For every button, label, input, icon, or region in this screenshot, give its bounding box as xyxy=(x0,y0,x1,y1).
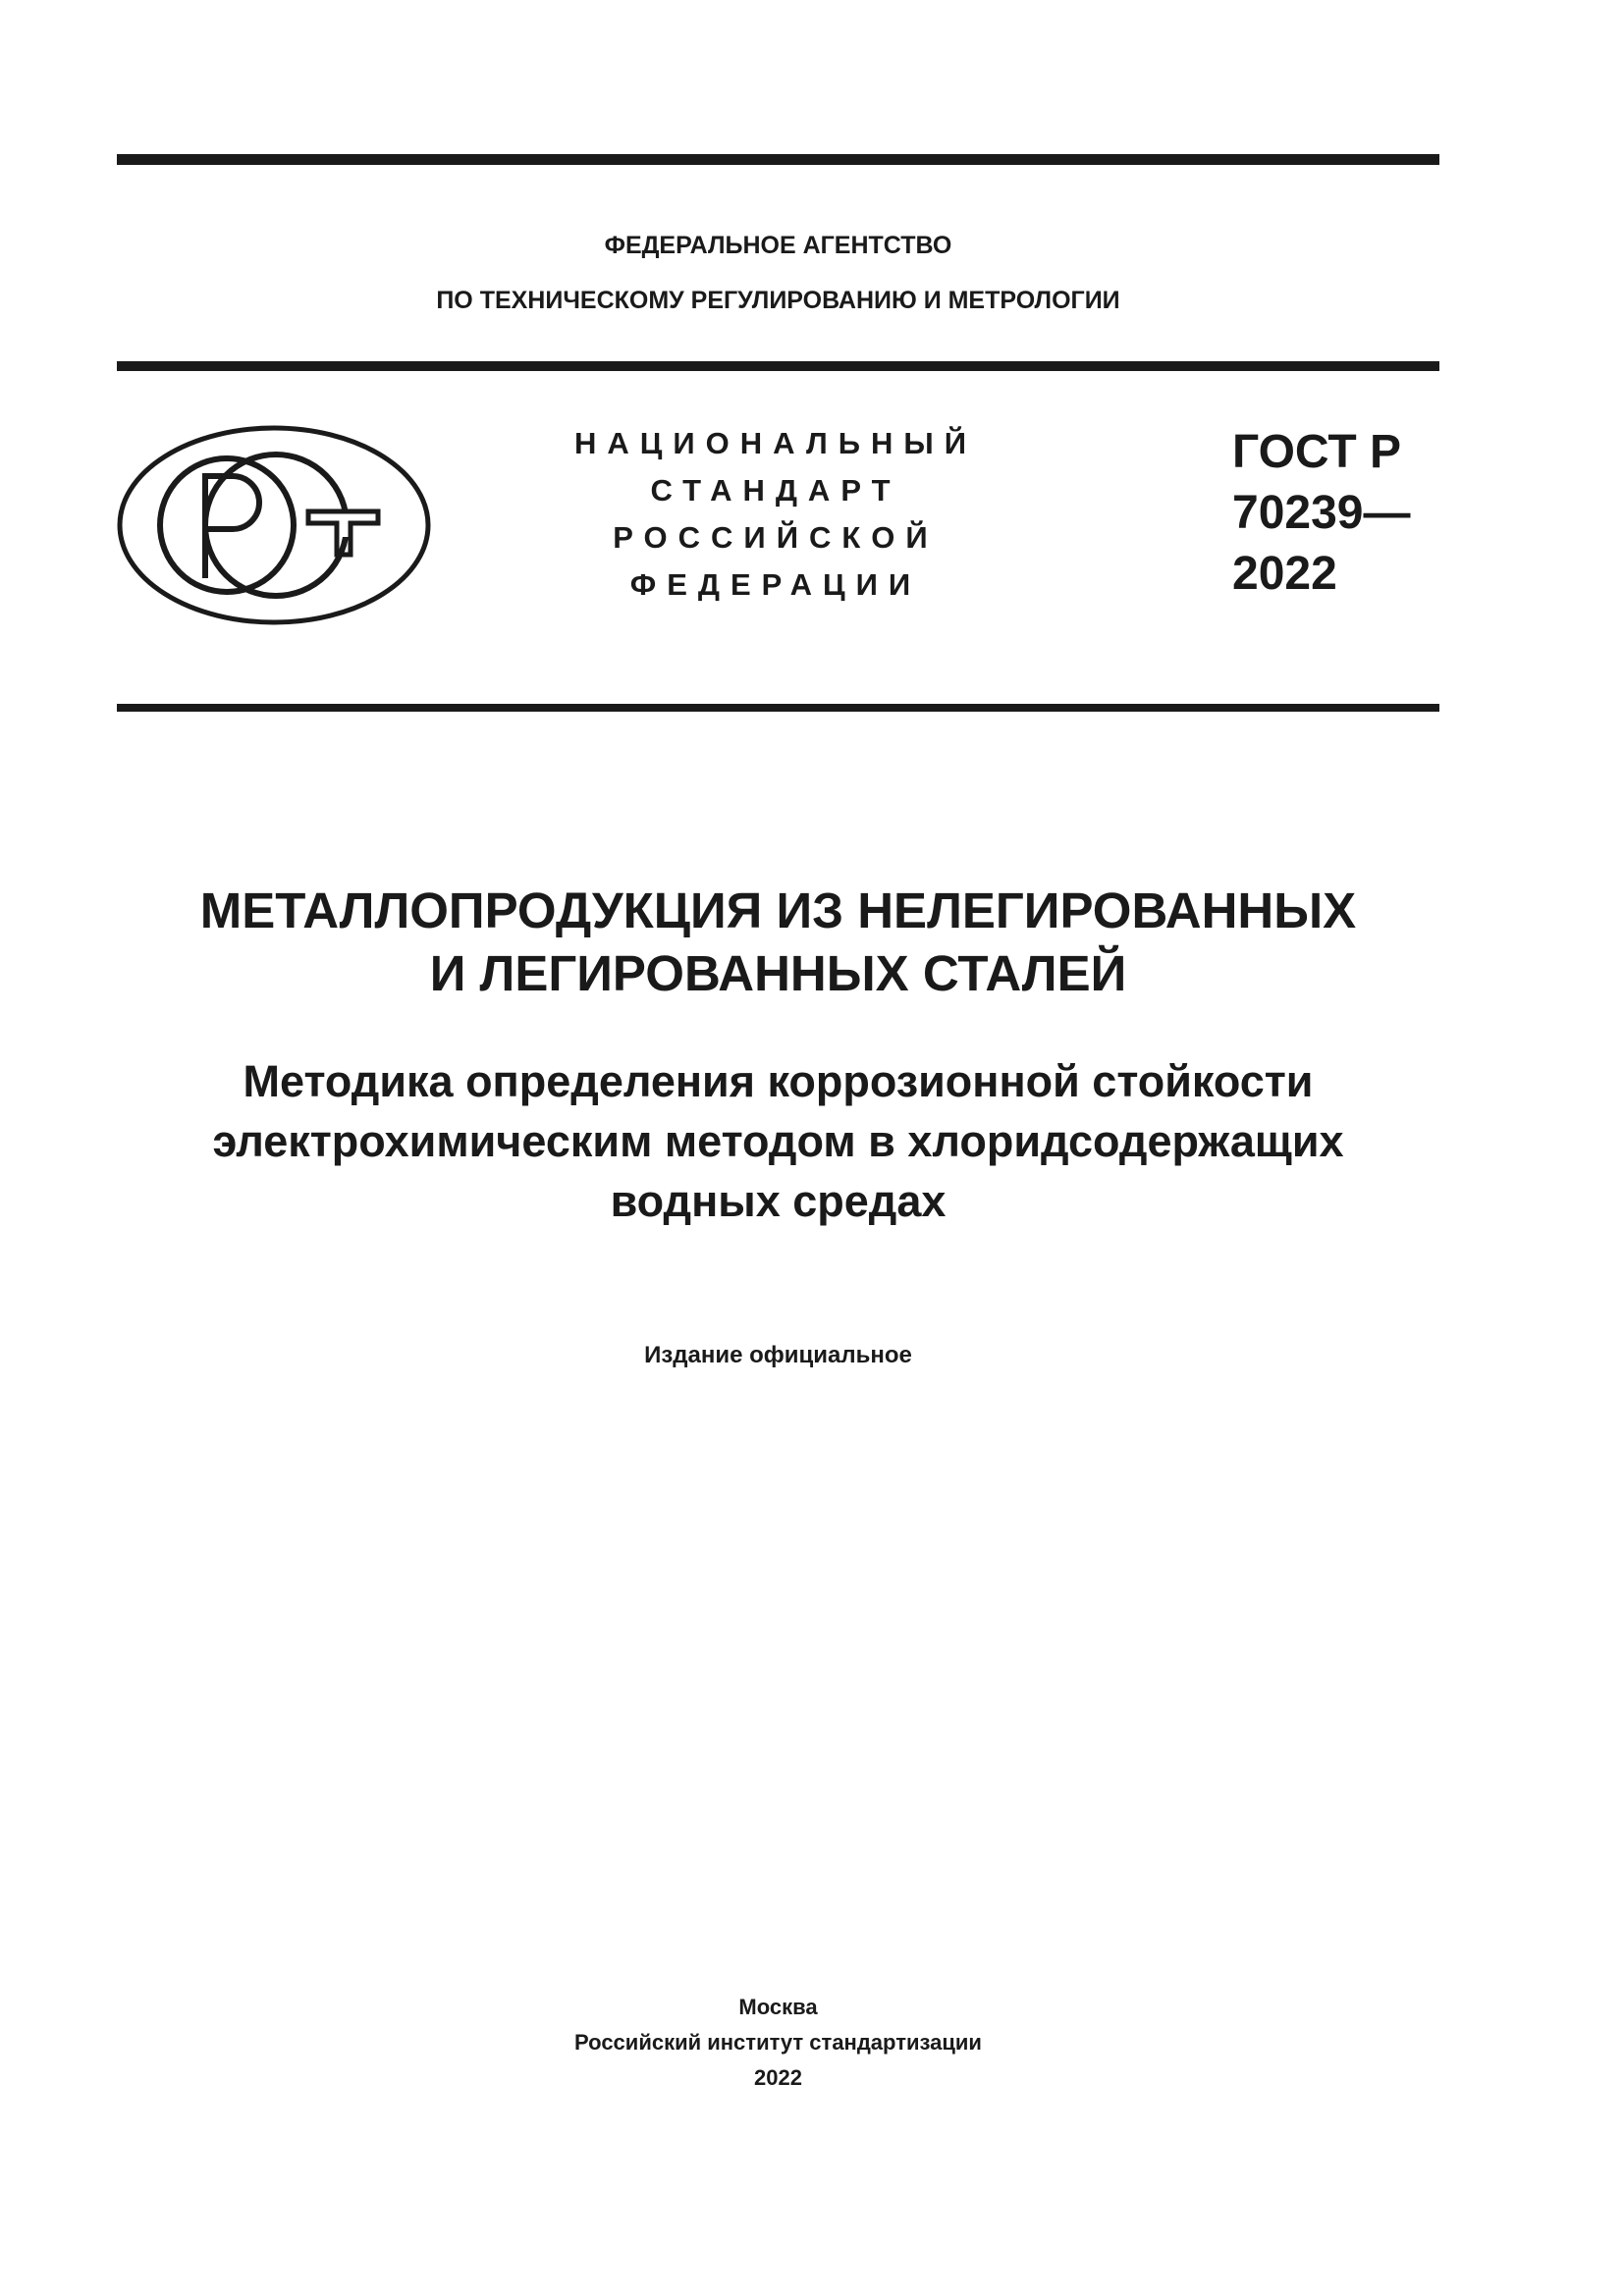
agency-header xyxy=(117,218,1439,328)
title-line: И ЛЕГИРОВАННЫХ СТАЛЕЙ xyxy=(429,945,1127,1001)
subtitle-line: водных средах xyxy=(610,1176,947,1226)
national-line: РОССИЙСКОЙ xyxy=(613,520,939,555)
designation-line: ГОСТ Р xyxy=(1232,426,1402,478)
agency-line-1: ФЕДЕРАЛЬНОЕ АГЕНТСТВО xyxy=(604,232,952,259)
imprint-publisher: Российский институт стандартизации xyxy=(574,2030,982,2055)
subtitle-line: Методика определения коррозионной стойкости xyxy=(243,1056,1314,1106)
agency-line-2: ПО ТЕХНИЧЕСКОМУ РЕГУЛИРОВАНИЮ И МЕТРОЛОГИИ xyxy=(436,287,1120,314)
subtitle-line: электрохимическим методом в хлоридсодержащих xyxy=(212,1116,1344,1166)
national-line: ФЕДЕРАЦИИ xyxy=(629,567,922,602)
edition-note: Издание официальное xyxy=(644,1342,912,1368)
national-line: СТАНДАРТ xyxy=(650,473,901,507)
imprint xyxy=(117,1990,1439,2096)
title-line: МЕТАЛЛОПРОДУКЦИЯ ИЗ НЕЛЕГИРОВАННЫХ xyxy=(199,882,1357,938)
imprint-year: 2022 xyxy=(754,2065,802,2090)
document-subtitle xyxy=(117,1051,1439,1231)
document-title xyxy=(117,880,1439,1005)
top-divider xyxy=(117,154,1439,165)
national-line: НАЦИОНАЛЬНЫЙ xyxy=(573,426,978,460)
imprint-city: Москва xyxy=(738,1995,818,2019)
national-standard-label xyxy=(550,420,1001,609)
designation-line: 2022 xyxy=(1232,548,1337,600)
designation-line: 70239— xyxy=(1232,487,1411,539)
standard-designation xyxy=(1232,422,1410,605)
title-divider xyxy=(117,704,1439,712)
header-divider xyxy=(117,361,1439,371)
rst-certification-logo-icon xyxy=(117,425,431,626)
